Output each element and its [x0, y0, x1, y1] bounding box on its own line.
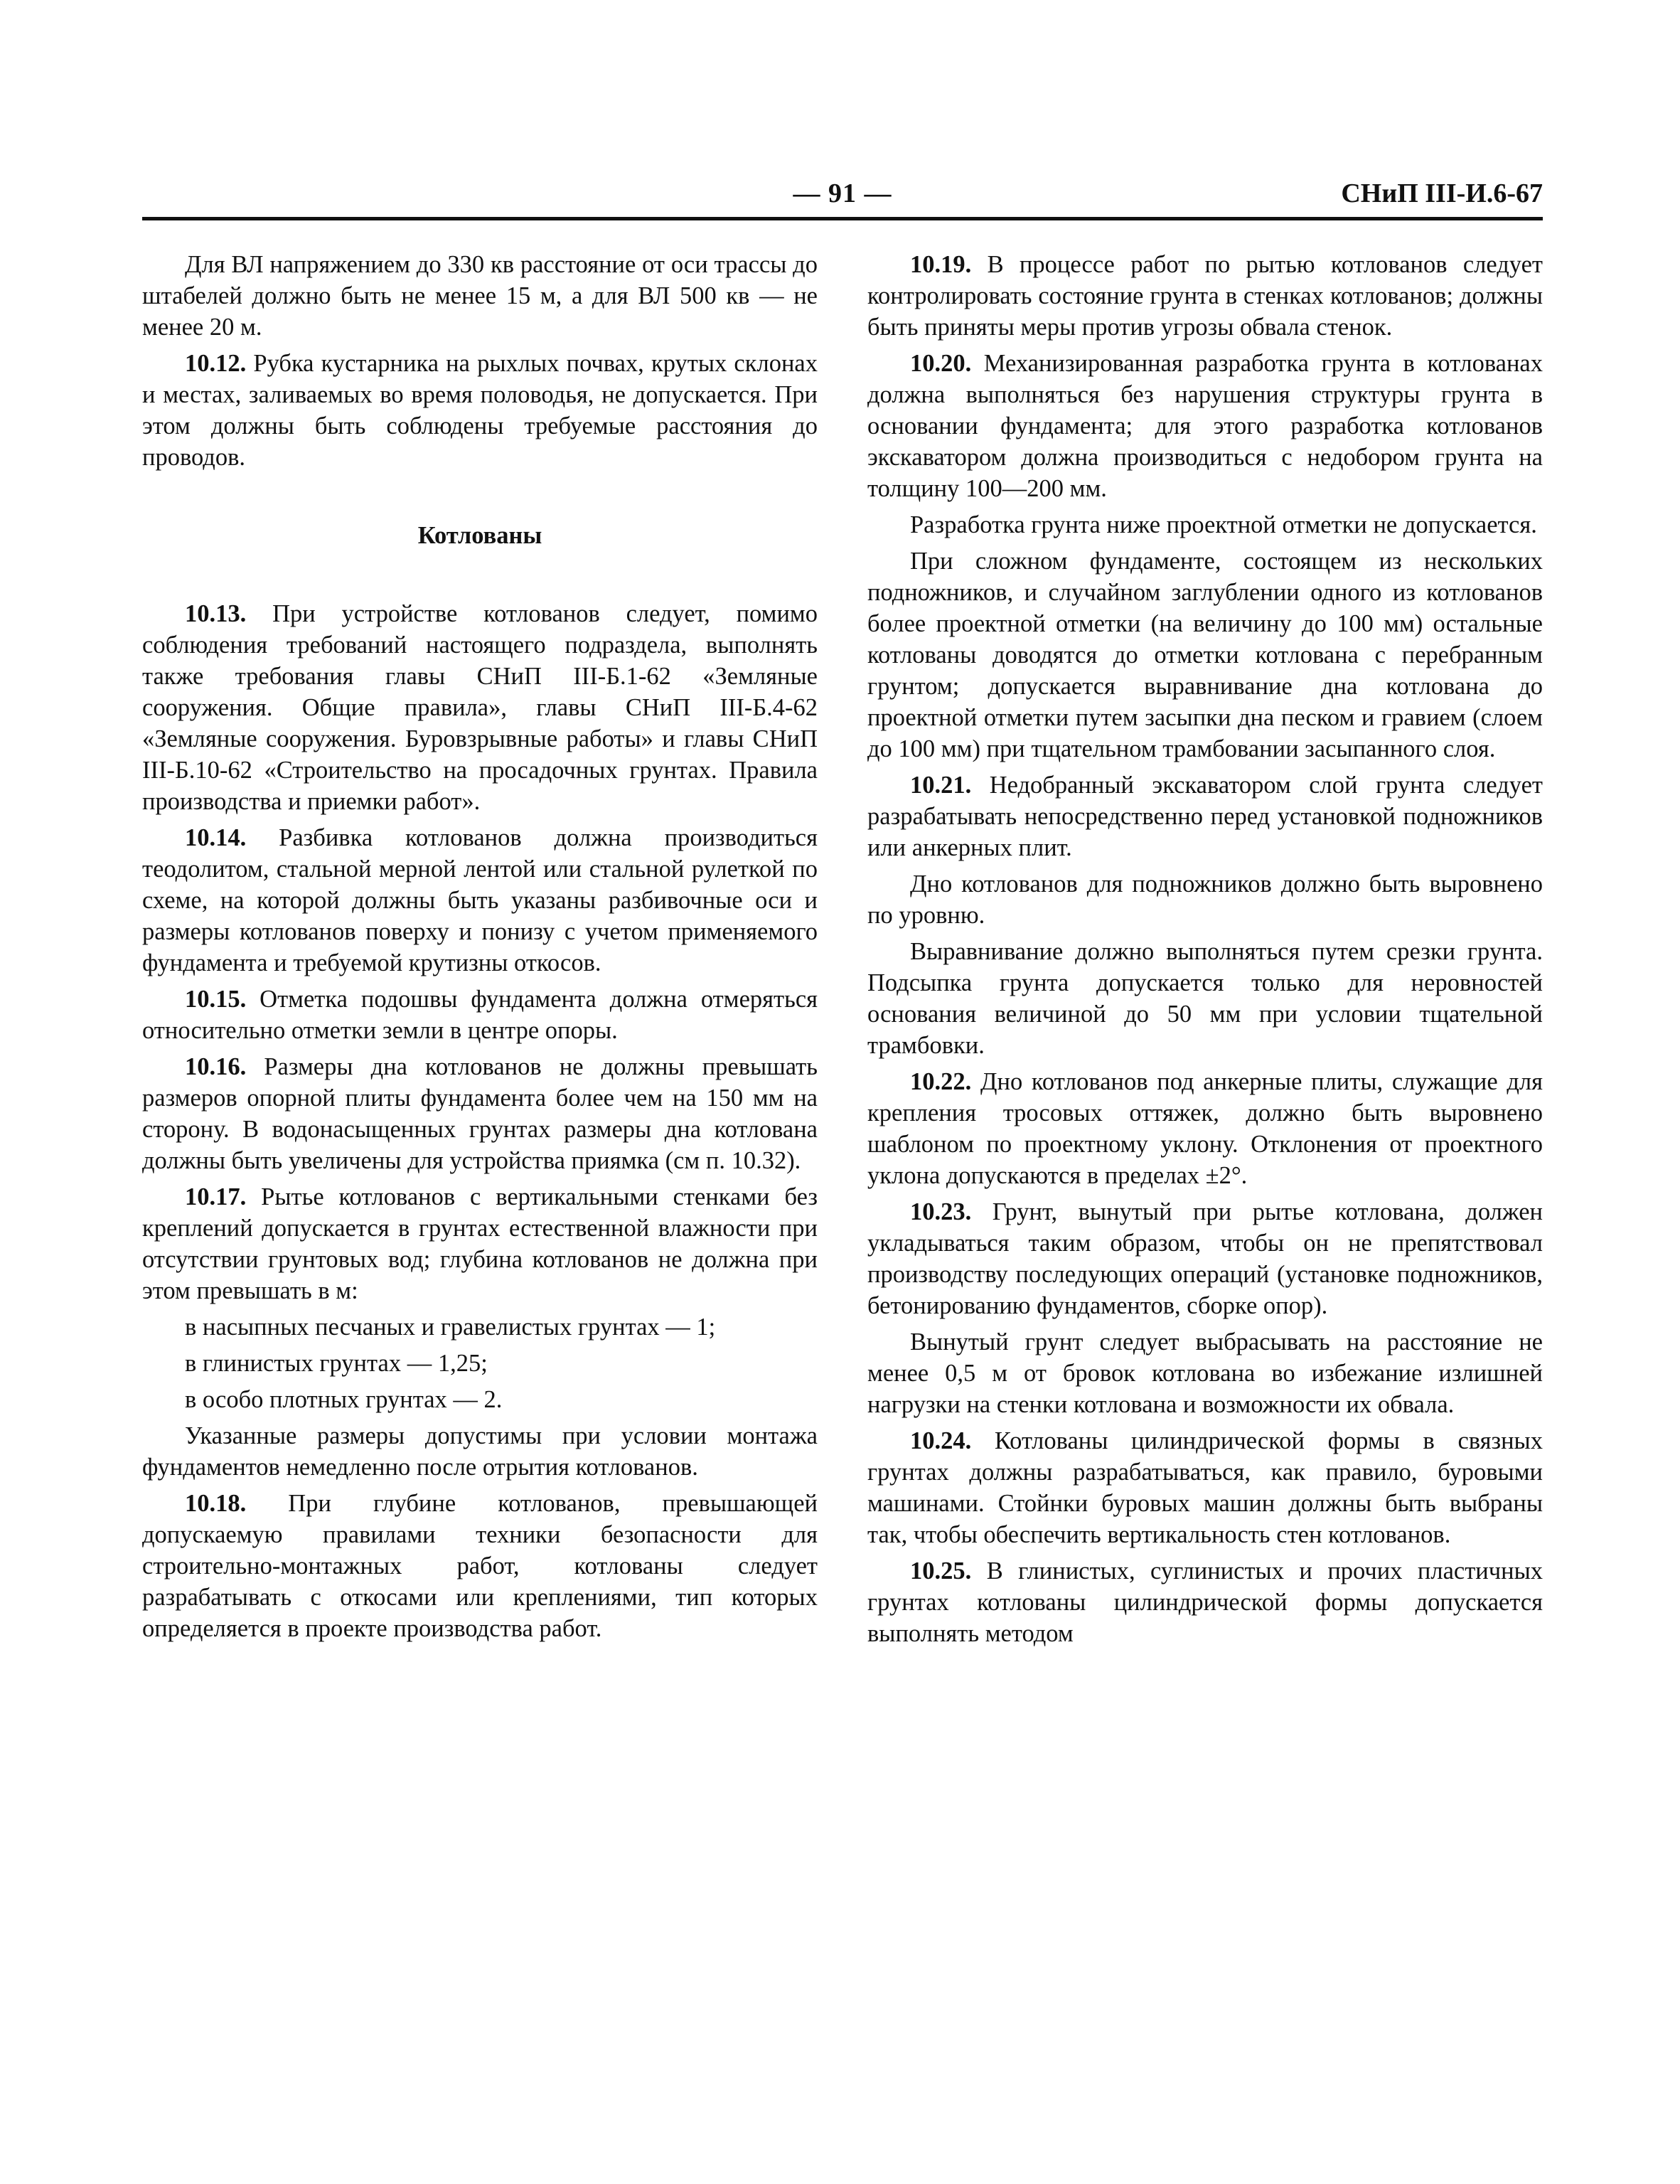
clause-number: 10.24. [910, 1427, 972, 1454]
clause-text: В глинистых, суглинистых и прочих пластичных грунтах котлованы цилиндрической формы допускается выполнять методом [867, 1557, 1543, 1647]
paragraph-10-21-b: Дно котлованов для подножников должно быть выровнено по уровню. [867, 870, 1543, 929]
paragraph-10-16 [142, 1051, 818, 1176]
list-item: в глинистых грунтах — 1,25; [185, 1350, 488, 1377]
paragraph-10-20 [867, 348, 1543, 504]
clause-text: Рытье котлованов с вертикальными стенками без креплений допускается в грунтах естественной влажности при отсутствии грунтовых вод; глубина котлованов не должна при этом превышать в м: [142, 1183, 818, 1304]
paragraph-10-13 [142, 598, 818, 817]
clause-text: Грунт, вынутый при рытье котлована, должен укладываться таким образом, чтобы он не препятствовал производству последующих операций (установке подножников, бетонированию фундаментов, сборке опор). [867, 1198, 1543, 1319]
clause-text: В процессе работ по рытью котлованов следует контролировать состояние грунта в стенках котлованов; должны быть приняты меры против угрозы обвала стенок. [867, 251, 1543, 341]
clause-text: Котлованы цилиндрической формы в связных грунтах должны разрабатываться, как правило, буровыми машинами. Стойнки буровых машин должны быть выбраны так, чтобы обеспечить вертикальность стен котлованов. [867, 1427, 1543, 1548]
clause-number: 10.19. [910, 251, 972, 278]
paragraph-10-22 [867, 1066, 1543, 1191]
paragraph-10-15 [142, 984, 818, 1046]
paragraph-10-25 [867, 1555, 1543, 1649]
header-rule [142, 217, 1543, 220]
paragraph-10-19 [867, 249, 1543, 343]
clause-text: Размеры дна котлованов не должны превышать размеров опорной плиты фундамента более чем на 150 мм на сторону. В водонасыщенных грунтах размеры дна котлована должны быть увеличены для устройства приямка (см п. 10.32). [142, 1053, 818, 1174]
clause-number: 10.23. [910, 1198, 972, 1225]
clause-number: 10.12. [185, 350, 247, 377]
note-paragraph: Указанные размеры допустимы при условии монтажа фундаментов немедленно после отрытия котлованов. [142, 1422, 818, 1481]
paragraph-10-21 [867, 769, 1543, 863]
clause-text: Разбивка котлованов должна производиться теодолитом, стальной мерной лентой или стальной рулеткой по схеме, на которой должны быть указаны разбивочные оси и размеры котлованов поверху и понизу с учетом применяемого фундамента и требуемой крутизны откосов. [142, 824, 818, 976]
clause-number: 10.15. [185, 986, 247, 1013]
clause-text: Механизированная разработка грунта в котлованах должна выполняться без нарушения структуры грунта в основании фундамента; для этого разработка котлованов экскаватором должна производиться с недобором грунта на толщину 100—200 мм. [867, 350, 1543, 502]
clause-text: При глубине котлованов, превышающей допускаемую правилами техники безопасности для строительно-монтажных работ, котлованы следует разрабатывать с откосами или креплениями, тип которых определяется в проекте производства работ. [142, 1490, 818, 1642]
clause-number: 10.21. [910, 772, 972, 799]
paragraph-10-14 [142, 822, 818, 979]
clause-number: 10.20. [910, 350, 972, 377]
list-item: в насыпных песчаных и гравелистых грунтах — 1; [185, 1314, 716, 1341]
paragraph-10-20-c: При сложном фундаменте, состоящем из нескольких подножников, и случайном заглублении одного из котлованов более проектной отметки (на величину до 100 мм) остальные котлованы доводятся до отметки котлована с перебранным грунтом; допускается выравнивание дна котлована до проектной отметки путем засыпки дна песком и гравием (слоем до 100 мм) при тщательном трамбовании засыпанного слоя. [867, 548, 1543, 762]
document-code: СНиП III-И.6-67 [1341, 179, 1543, 208]
clause-number: 10.25. [910, 1557, 972, 1584]
list-item: в особо плотных грунтах — 2. [185, 1386, 503, 1413]
page-header [142, 178, 1543, 220]
clause-number: 10.13. [185, 600, 247, 627]
clause-number: 10.14. [185, 824, 247, 851]
paragraph-10-12 [142, 348, 818, 473]
paragraph-10-21-c: Выравнивание должно выполняться путем срезки грунта. Подсыпка грунта допускается только для неровностей основания величиной до 50 мм при условии тщательной трамбовки. [867, 938, 1543, 1059]
clause-number: 10.18. [185, 1490, 247, 1517]
paragraph-10-23-b: Вынутый грунт следует выбрасывать на расстояние не менее 0,5 м от бровок котлована во избежание излишней нагрузки на стенки котлована и возможности их обвала. [867, 1328, 1543, 1418]
right-column [867, 249, 1543, 2041]
clause-text: При устройстве котлованов следует, помимо соблюдения требований настоящего подраздела, выполнять также требования главы СНиП III-Б.1-62 «Земляные сооружения. Общие правила», главы СНиП III-Б.4-62 «Земляные сооружения. Буровзрывные работы» и главы СНиП III-Б.10-62 «Строительство на просадочных грунтах. Правила производства и приемки работ». [142, 600, 818, 815]
paragraph-10-18 [142, 1488, 818, 1644]
paragraph-10-23 [867, 1196, 1543, 1321]
clause-text: Рубка кустарника на рыхлых почвах, крутых склонах и местах, заливаемых во время половодья, не допускается. При этом должны быть соблюдены требуемые расстояния до проводов. [142, 350, 818, 471]
clause-text: Дно котлованов под анкерные плиты, служащие для крепления тросовых оттяжек, должно быть выровнено шаблоном по проектному уклону. Отклонения от проектного уклона допускаются в пределах ±2°. [867, 1068, 1543, 1189]
clause-number: 10.17. [185, 1183, 247, 1210]
section-heading: Котлованы [417, 522, 542, 549]
clause-number: 10.16. [185, 1053, 247, 1080]
page-number: — 91 — [793, 179, 892, 208]
left-column [142, 249, 818, 2041]
paragraph-10-17 [142, 1181, 818, 1306]
clause-text: Отметка подошвы фундамента должна отмеряться относительно отметки земли в центре опоры. [142, 986, 818, 1044]
paragraph-10-24 [867, 1425, 1543, 1550]
intro-paragraph: Для ВЛ напряжением до 330 кв расстояние от оси трассы до штабелей должно быть не менее 15 м, а для ВЛ 500 кв — не менее 20 м. [142, 251, 818, 341]
clause-number: 10.22. [910, 1068, 972, 1095]
paragraph-10-20-b: Разработка грунта ниже проектной отметки не допускается. [910, 511, 1537, 538]
clause-text: Недобранный экскаватором слой грунта следует разрабатывать непосредственно перед установкой подножников или анкерных плит. [867, 772, 1543, 861]
